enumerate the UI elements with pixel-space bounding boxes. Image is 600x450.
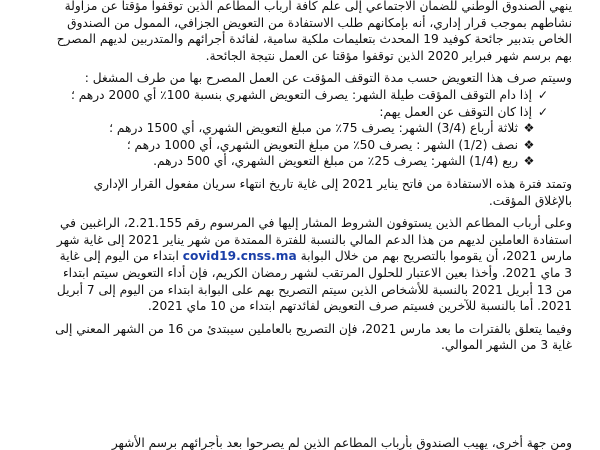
text-line: وفيما يتعلق بالفترات ما بعد مارس 2021، فإن التصريح بالعاملين سيبتدئ من 16 من الشهر المعني إلى	[55, 321, 572, 336]
diamond-bullet-icon: ❖	[523, 154, 535, 169]
benefit-period-paragraph	[20, 176, 572, 209]
intro-paragraph	[20, 0, 572, 64]
text-segment: ابتداء من اليوم إلى غاية	[59, 249, 183, 264]
diamond-bullet-icon: ❖	[523, 121, 535, 136]
declaration-paragraph	[20, 215, 572, 315]
sub-item-text: نصف (1/2) الشهر : يصرف 50٪ من مبلغ التعويض الشهري، أي 1000 درهم ؛	[126, 137, 518, 152]
cnss-portal-link[interactable]: covid19.cnss.ma	[182, 249, 297, 264]
sub-item-text: ثلاثة أرباع (3/4) الشهر: يصرف 75٪ من مبلغ التعويض الشهري، أي 1500 درهم ؛	[109, 121, 518, 136]
text-line: 3 ماي 2021. وأخذا بعين الاعتبار للحلول المرتقب لشهر رمضان الكريم، فإن أداء التعويض سيتم ابتداء	[62, 265, 572, 280]
text-segment: مارس 2021، أن يقوموا بالتصريح بهم من خلال البوابة	[296, 249, 572, 264]
text-line: استفادة العاملين لديهم من هذا الدعم المالي بالنسبة للفترة الممتدة من شهر يناير 2021 إلى غاية شهر	[56, 232, 572, 247]
payment-conditions-section	[20, 70, 572, 170]
text-line: ومن جهة أخرى، يهيب الصندوق بأرباب المطاعم الذين لم يصرحوا بعد بأجرائهم برسم الأشهر	[111, 436, 572, 450]
sub-item-quarter	[20, 153, 572, 170]
diamond-bullet-icon: ❖	[523, 137, 535, 152]
partial-stop-item	[20, 104, 572, 121]
sub-item-text: ربع (1/4) الشهر: يصرف 25٪ من مبلغ التعويض الشهري، أي 500 درهم.	[153, 154, 518, 169]
text-line: وتمتد فترة هذه الاستفادة من فاتح يناير 2021 إلى غاية تاريخ انتهاء سريان مفعول القرار الإداري	[93, 176, 572, 191]
full-month-text: إذا دام التوقف المؤقت طيلة الشهر: يصرف التعويض الشهري بنسبة 100٪ أي 2000 درهم ؛	[70, 87, 532, 102]
payment-intro: وسيتم صرف هذا التعويض حسب مدة التوقف المؤقت عن العمل المصرح بها من طرف المشغل :	[84, 71, 572, 86]
partial-stop-text: إذا كان التوقف عن العمل يهم:	[379, 104, 532, 119]
subsequent-periods-paragraph	[20, 321, 572, 354]
checkmark-icon: ✓	[537, 87, 549, 102]
text-line: ينهي الصندوق الوطني للضمان الاجتماعي إلى علم كافة أرباب المطاعم الذين توقفوا مؤقتا عن مزاولة	[64, 0, 572, 13]
text-line: الخاص بتدبير جائحة كوفيد 19 المحدث بتعليمات ملكية سامية، لفائدة أجرائهم والمتدربين لديهم المصرح	[56, 32, 572, 47]
cut-off-paragraph	[20, 435, 572, 450]
text-line: بالإغلاق المؤقت.	[488, 193, 572, 208]
text-line: 2021. أما بالنسبة للآخرين فسيتم صرف التعويض لفائدتهم ابتداء من 10 ماي 2021.	[147, 299, 572, 314]
text-line: غاية 3 من الشهر الموالي.	[441, 338, 572, 353]
sub-item-three-quarters	[20, 120, 572, 137]
text-line: نشاطهم بموجب قرار إداري، أنه بإمكانهم طلب الاستفادة من التعويض الجزافي، الممول من الصندوق	[67, 15, 572, 30]
text-line: من 13 أبريل 2021 بالنسبة للأشخاص الذين سيتم التصريح بهم على البوابة ابتداء من اليوم إلى 7 أبريل	[56, 282, 572, 297]
full-month-item	[20, 87, 572, 104]
text-line: وعلى أرباب المطاعم الذين يستوفون الشروط المشار إليها في المرسوم رقم 2.21.155، الراغبين في	[59, 216, 572, 231]
text-line: بهم برسم شهر فبراير 2020 الذين توقفوا مؤقتا عن العمل نتيجة الجائحة.	[205, 48, 572, 63]
text-line-with-link	[20, 248, 572, 265]
sub-item-half	[20, 137, 572, 154]
checkmark-icon: ✓	[537, 104, 549, 119]
